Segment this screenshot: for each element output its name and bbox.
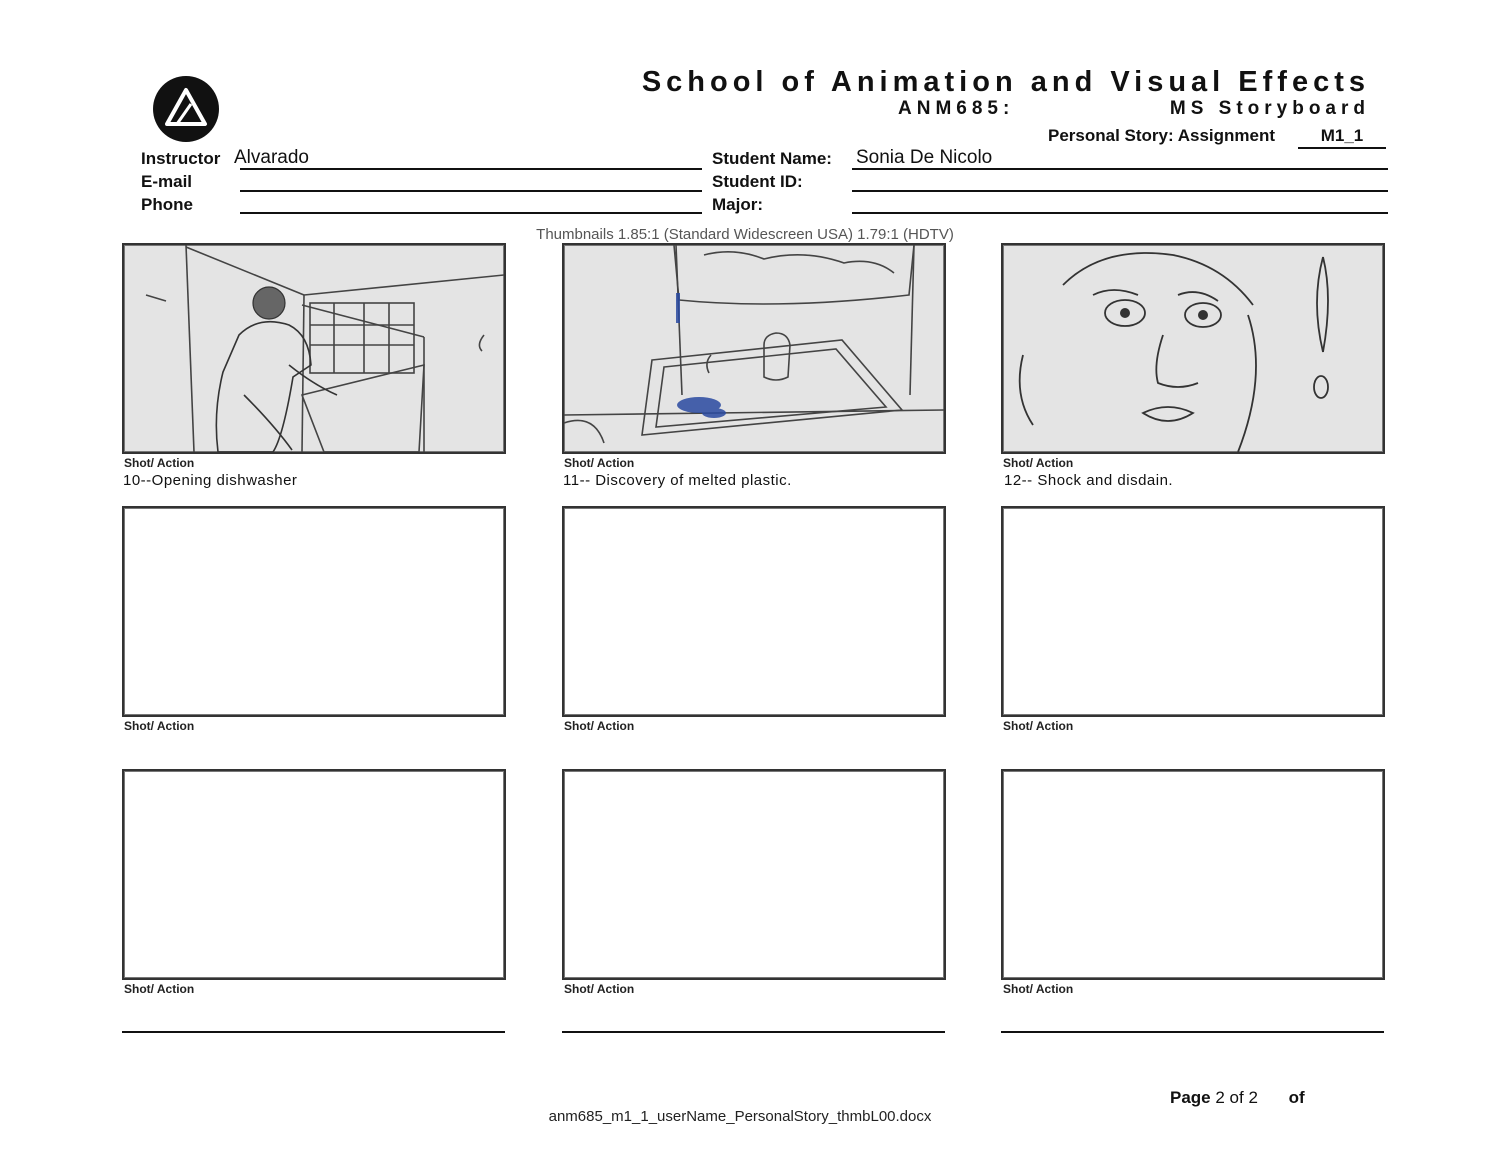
major-label: Major: [712,195,763,214]
instructor-line [240,168,702,170]
shot-line-18[interactable] [1001,1031,1384,1033]
sketch-shocked-face-icon [1003,245,1383,452]
phone-label: Phone [141,195,193,214]
student-id-line[interactable] [852,190,1388,192]
shot-action-label-11: Shot/ Action [564,456,635,470]
shot-action-label-14: Shot/ Action [564,719,635,733]
email-label: E-mail [141,172,193,191]
student-name-value[interactable]: Sonia De Nicolo [856,147,993,168]
shot-action-label-12: Shot/ Action [1003,456,1074,470]
shot-line-16[interactable] [122,1031,505,1033]
shot-action-label-10: Shot/ Action [124,456,195,470]
school-title: School of Animation and Visual Effects [641,66,1370,98]
page-value: 2 of 2 [1215,1088,1258,1107]
student-id-label: Student ID: [712,172,803,191]
storyboard-frame-10[interactable] [122,243,506,454]
storyboard-frame-18[interactable] [1001,769,1385,980]
course-name: MS Storyboard [1169,98,1370,119]
shot-action-label-15: Shot/ Action [1003,719,1074,733]
page-label: Page [1170,1088,1211,1107]
thumbnail-aspect-note: Thumbnails 1.85:1 (Standard Widescreen USA) 1.79:1 (HDTV) [536,226,954,243]
shot-action-label-16: Shot/ Action [124,982,195,996]
storyboard-frame-14[interactable] [562,506,946,717]
storyboard-frame-17[interactable] [562,769,946,980]
shot-description-12[interactable]: 12-- Shock and disdain. [1004,472,1174,489]
page-indicator [1170,1088,1305,1108]
phone-line[interactable] [240,212,702,214]
storyboard-frame-12[interactable] [1001,243,1385,454]
shot-action-label-17: Shot/ Action [564,982,635,996]
shot-description-11[interactable]: 11-- Discovery of melted plastic. [563,472,792,489]
assignment-value[interactable]: M1_1 [1298,126,1386,149]
course-row [880,98,1370,122]
assignment-row [1048,126,1364,146]
school-logo [153,76,219,142]
major-line[interactable] [852,212,1388,214]
storyboard-frame-16[interactable] [122,769,506,980]
storyboard-frame-11[interactable] [562,243,946,454]
student-name-label: Student Name: [712,149,832,168]
shot-description-10[interactable]: 10--Opening dishwasher [123,472,298,489]
course-code: ANM685: [898,98,1015,119]
instructor-label: Instructor [141,149,221,168]
assignment-label: Personal Story: Assignment [1048,126,1276,145]
student-name-line [852,168,1388,170]
shot-action-label-13: Shot/ Action [124,719,195,733]
email-line[interactable] [240,190,702,192]
shot-action-label-18: Shot/ Action [1003,982,1074,996]
instructor-value[interactable]: Alvarado [234,147,309,168]
storyboard-frame-13[interactable] [122,506,506,717]
logo-mark-icon [153,76,219,142]
shot-line-17[interactable] [562,1031,945,1033]
sketch-dishwasher-icon [124,245,504,452]
footer-filename: anm685_m1_1_userName_PersonalStory_thmbL00.docx [548,1108,932,1125]
storyboard-frame-15[interactable] [1001,506,1385,717]
sketch-melted-plastic-icon [564,245,944,452]
page-of-label: of [1288,1088,1305,1107]
